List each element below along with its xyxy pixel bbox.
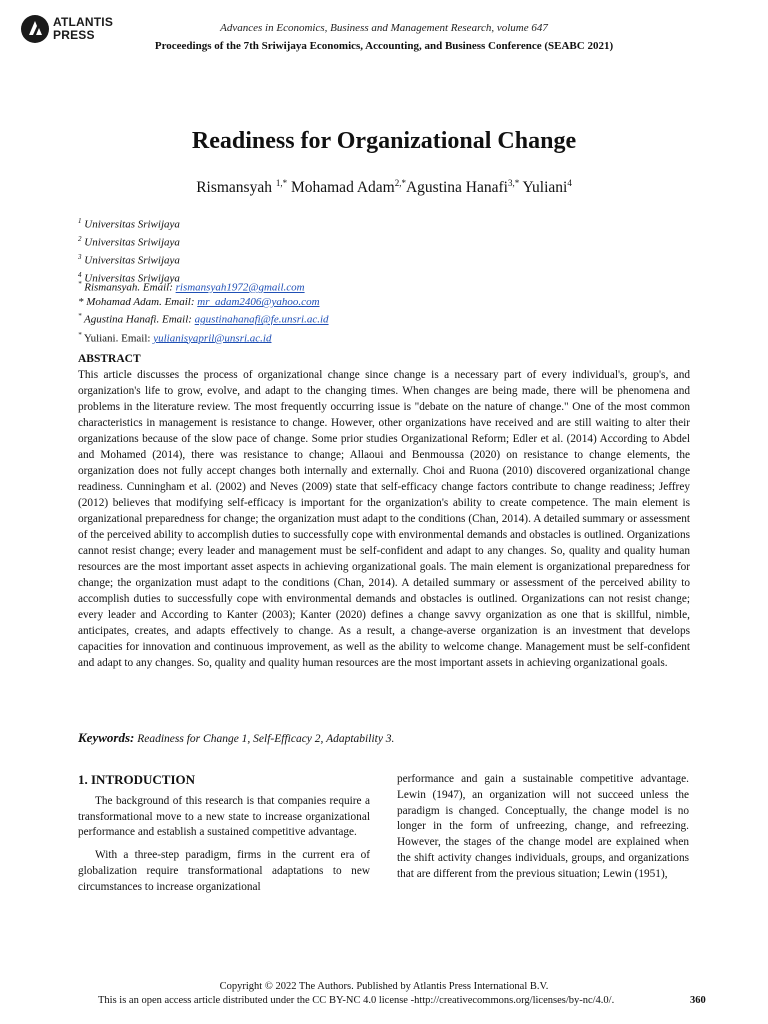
correspondence-list <box>78 277 329 346</box>
right-column <box>397 772 689 883</box>
author-sup: 2,* <box>394 178 406 188</box>
affiliation-item: $^3$ Universitas Sriwijaya <box>78 253 180 267</box>
email-link[interactable]: yulianisyapril@unsri.ac.id <box>153 332 272 345</box>
keywords-text: Readiness for Change 1, Self-Efficacy 2, Adaptability 3. <box>134 733 395 745</box>
author-name: Mohamad Adam <box>287 179 395 197</box>
intro-paragraph-3: performance and gain a sustainable competitive advantage. Lewin (1947), an organization will not succeed unless the paradigm is changed. Conceptually, the change model is no longer in the form of unfreezing, change, and refreezing. However, the stages of the change model are explained when the shift activity changes individuals, groups, and organizations that are different from the previous situation; Lewin (1951), <box>397 773 689 880</box>
correspondence-item: * Yuliani. Email: yulianisyapril@unsri.ac.id <box>78 330 272 345</box>
author-sup: 3,* <box>507 178 520 188</box>
affiliation-item: $^2$ Universitas Sriwijaya <box>78 235 180 249</box>
intro-paragraph-1: The background of this research is that companies require a transformational move to a new state to increase organizational performance and establish a sustained competitive advantage. <box>78 794 370 839</box>
keywords-label: Keywords: <box>78 730 135 745</box>
proceedings-title: Proceedings of the 7th Sriwijaya Economics, Accounting, and Business Conference (SEABC 2021) <box>154 40 614 52</box>
email-link[interactable]: rismansyah1972@gmail.com <box>175 281 305 294</box>
author-sup: 1,* <box>275 178 288 188</box>
keywords <box>78 730 394 746</box>
license-notice: This is an open access article distributed under the CC BY-NC 4.0 license -http://creativecommons.org/licenses/by-nc/4.0/. <box>98 995 615 1006</box>
left-column <box>78 772 370 903</box>
correspondence-item: * Mohamad Adam. Email: mr_adam2406@yahoo.com <box>78 296 320 309</box>
author-name: Rismansyah <box>196 179 276 197</box>
intro-paragraph-2: With a three-step paradigm, firms in the current era of globalization require transformational adaptations to new circumstances to increase organizational <box>78 849 370 893</box>
email-link[interactable]: agustinahanafi@fe.unsri.ac.id <box>194 314 329 327</box>
email-link[interactable]: mr_adam2406@yahoo.com <box>197 296 320 309</box>
author-list <box>0 178 768 197</box>
abstract-text: This article discusses the process of organizational change since change is a necessary part of every individual's, group's, and organization's life to grow, evolve, and adapt to the changing times. When changes are being made, there will be phenomena and problems in the literature review. The most frequently occurring issue is "debate on the nature of change." One of the most common characteristics in management is resistance to change. However, other organizations have received and are still waiting to alter their organizations because of the slow pace of change. Some prior studies Organizational Reform; Edler et al. (2014) According to Abdel and Mohamed (2014), there was resistance to change; Allaoui and Benmoussa (2020) on resistance to change elements, the organization does not fully accept changes both internally and externally. Choi and Ruona (2010) discovered organizational change readiness. Cunningham et al. (2002) and Neves (2009) state that self-efficacy change factors contribute to change readiness; Jeffrey (2012) believes that modifying self-efficacy is important for the organization's ability to create competence. The main element is organizational preparedness for change; the organization must adapt to the conditions (Chan, 2014). A detailed summary or assessment of the perceived ability to accomplish duties to successfully cope with environmental demands and obstacles is outlined. Organizations cannot resist change; every leader and management must be self-confident and adapt to any changes. So, quality and quality human resources are the most important asset aspects in achieving organizational goals. The main element is organizational preparedness for change; the organization must adapt to the conditions (Chan, 2014). A detailed summary or assessment of the perceived ability to accomplish duties to successfully cope with environmental demands and obstacles is outlined. Organizations can not resist change; every leader and According to Kanter (2003); Kanter (2020) defines a change savvy organization as one that is skillful, nimble, anticipates, creates, and adapts effectively to change. As a result, a change-averse organization is an investment that develops capacities for innovation and continuous improvement, as well as the ability to welcome change. Management must be self-confident and adapt to any changes. So, quality and quality human resources are the most important assets in achieving organizational goals. <box>78 369 690 669</box>
author-name: Agustina Hanafi <box>405 179 508 197</box>
correspondence-item: * Agustina Hanafi. Email: agustinahanafi@fe.unsri.ac.id <box>78 312 329 327</box>
logo-line2: PRESS <box>53 28 95 42</box>
series-title: Advances in Economics, Business and Management Research, volume 647 <box>220 22 548 34</box>
section-heading: 1. INTRODUCTION <box>78 772 196 787</box>
page-number: 360 <box>690 995 706 1006</box>
affiliation-item: $^4$ Universitas Sriwijaya <box>78 271 180 285</box>
logo-line1: ATLANTIS <box>53 15 114 29</box>
correspondence-item: * Rismansyah. Email: rismansyah1972@gmail.com <box>78 280 305 294</box>
affiliation-list <box>78 214 180 286</box>
author-sup: 4 <box>567 178 572 188</box>
affiliation-item: $^1$ Universitas Sriwijaya <box>78 217 180 231</box>
paper-title: Readiness for Organizational Change <box>191 128 577 154</box>
author-name: Yuliani <box>519 179 568 197</box>
abstract-heading: ABSTRACT <box>78 353 141 365</box>
copyright-notice: Copyright © 2022 The Authors. Published by Atlantis Press International B.V. <box>219 981 549 992</box>
